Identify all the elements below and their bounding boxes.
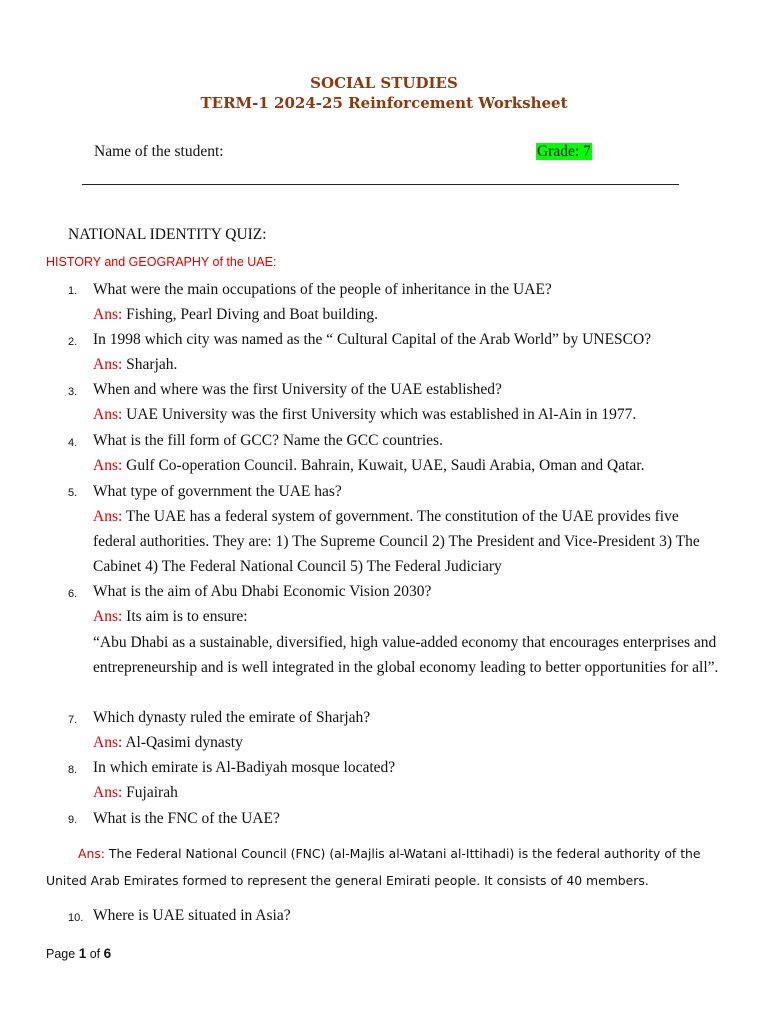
answer-label: Ans: <box>93 306 123 323</box>
section-title: HISTORY and GEOGRAPHY of the UAE: <box>46 255 277 269</box>
question-number: 7. <box>68 714 78 726</box>
student-name-label: Name of the student: <box>94 143 224 160</box>
answer-label: Ans: <box>93 356 123 373</box>
answer-text: The Federal National Council (FNC) (al-Majlis al-Watani al-Ittihadi) is the federal authority of the <box>108 846 701 861</box>
answer-text: Fishing, Pearl Diving and Boat building. <box>126 306 379 323</box>
answer <box>93 406 636 424</box>
page-number: 1 <box>78 946 87 961</box>
question-text: What were the main occupations of the people of inheritance in the UAE? <box>93 281 552 298</box>
answer-text: Fujairah <box>126 784 178 801</box>
answer <box>93 784 178 802</box>
question-number: 6. <box>68 588 78 600</box>
question-text: Where is UAE situated in Asia? <box>93 907 291 924</box>
question-number: 2. <box>68 336 78 348</box>
answer <box>93 457 644 475</box>
answer <box>93 306 378 324</box>
answer-label: Ans: <box>93 406 123 423</box>
answer <box>93 608 248 626</box>
question-text: What is the fill form of GCC? Name the GCC countries. <box>93 432 443 449</box>
answer-text: UAE University was the first University which was established in Al-Ain in 1977. <box>126 406 637 423</box>
page-word: Page <box>46 947 76 961</box>
question-text: When and where was the first University of the UAE established? <box>93 381 502 398</box>
question-text: In 1998 which city was named as the “ Cultural Capital of the Arab World” by UNESCO? <box>93 331 652 348</box>
question-number: 5. <box>68 487 78 499</box>
answer-text: Gulf Co-operation Council. Bahrain, Kuwait, UAE, Saudi Arabia, Oman and Qatar. <box>126 457 645 474</box>
question-number: 8. <box>68 764 78 776</box>
question-number: 1. <box>68 285 78 297</box>
answer <box>93 356 177 374</box>
of-word: of <box>89 947 101 961</box>
quiz-title: NATIONAL IDENTITY QUIZ: <box>68 226 267 243</box>
answer-label: Ans: <box>93 784 123 801</box>
answer-text: Al-Qasimi dynasty <box>125 734 243 751</box>
question-number: 9. <box>68 814 78 826</box>
answer-label: Ans: <box>93 508 123 525</box>
question-text: In which emirate is Al-Badiyah mosque located? <box>93 759 396 776</box>
question-text: What type of government the UAE has? <box>93 483 342 500</box>
worksheet-title: TERM-1 2024-25 Reinforcement Worksheet <box>200 94 568 112</box>
answer-label: Ans: <box>93 457 123 474</box>
answer-text: Sharjah. <box>126 356 178 373</box>
question-number: 10. <box>68 912 84 924</box>
answer <box>93 734 243 752</box>
answer-text-line: “Abu Dhabi as a sustainable, diversified, high value-added economy that encourages enterprises and <box>93 634 717 651</box>
name-underline <box>82 184 679 185</box>
answer-text-line: federal authorities. They are: 1) The Supreme Council 2) The President and Vice-President 3) The <box>93 533 700 550</box>
grade-label: Grade: 7 <box>537 143 591 160</box>
question-text: What is the FNC of the UAE? <box>93 810 280 827</box>
answer-text-line: Cabinet 4) The Federal National Council 5) The Federal Judiciary <box>93 558 502 575</box>
answer-text: Its aim is to ensure: <box>126 608 248 625</box>
page-footer <box>46 946 111 961</box>
question-text: What is the aim of Abu Dhabi Economic Vision 2030? <box>93 583 432 600</box>
answer-label: Ans: <box>93 608 123 625</box>
answer-text-line: United Arab Emirates formed to represent the general Emirati people. It consists of 40 members. <box>46 873 649 888</box>
grade-wrapper <box>536 143 592 161</box>
subject-title: SOCIAL STUDIES <box>310 74 458 92</box>
answer <box>93 508 679 526</box>
answer-text: The UAE has a federal system of government. The constitution of the UAE provides five <box>125 508 679 525</box>
question-text: Which dynasty ruled the emirate of Sharjah? <box>93 709 371 726</box>
page-total: 6 <box>103 946 112 961</box>
answer-label: Ans: <box>78 846 105 861</box>
answer-text-line: entrepreneurship and is well integrated in the global economy leading to better opportunities for all”. <box>93 659 719 676</box>
answer-label: Ans: <box>93 734 123 751</box>
question-number: 3. <box>68 386 78 398</box>
answer <box>78 846 701 861</box>
question-number: 4. <box>68 437 78 449</box>
